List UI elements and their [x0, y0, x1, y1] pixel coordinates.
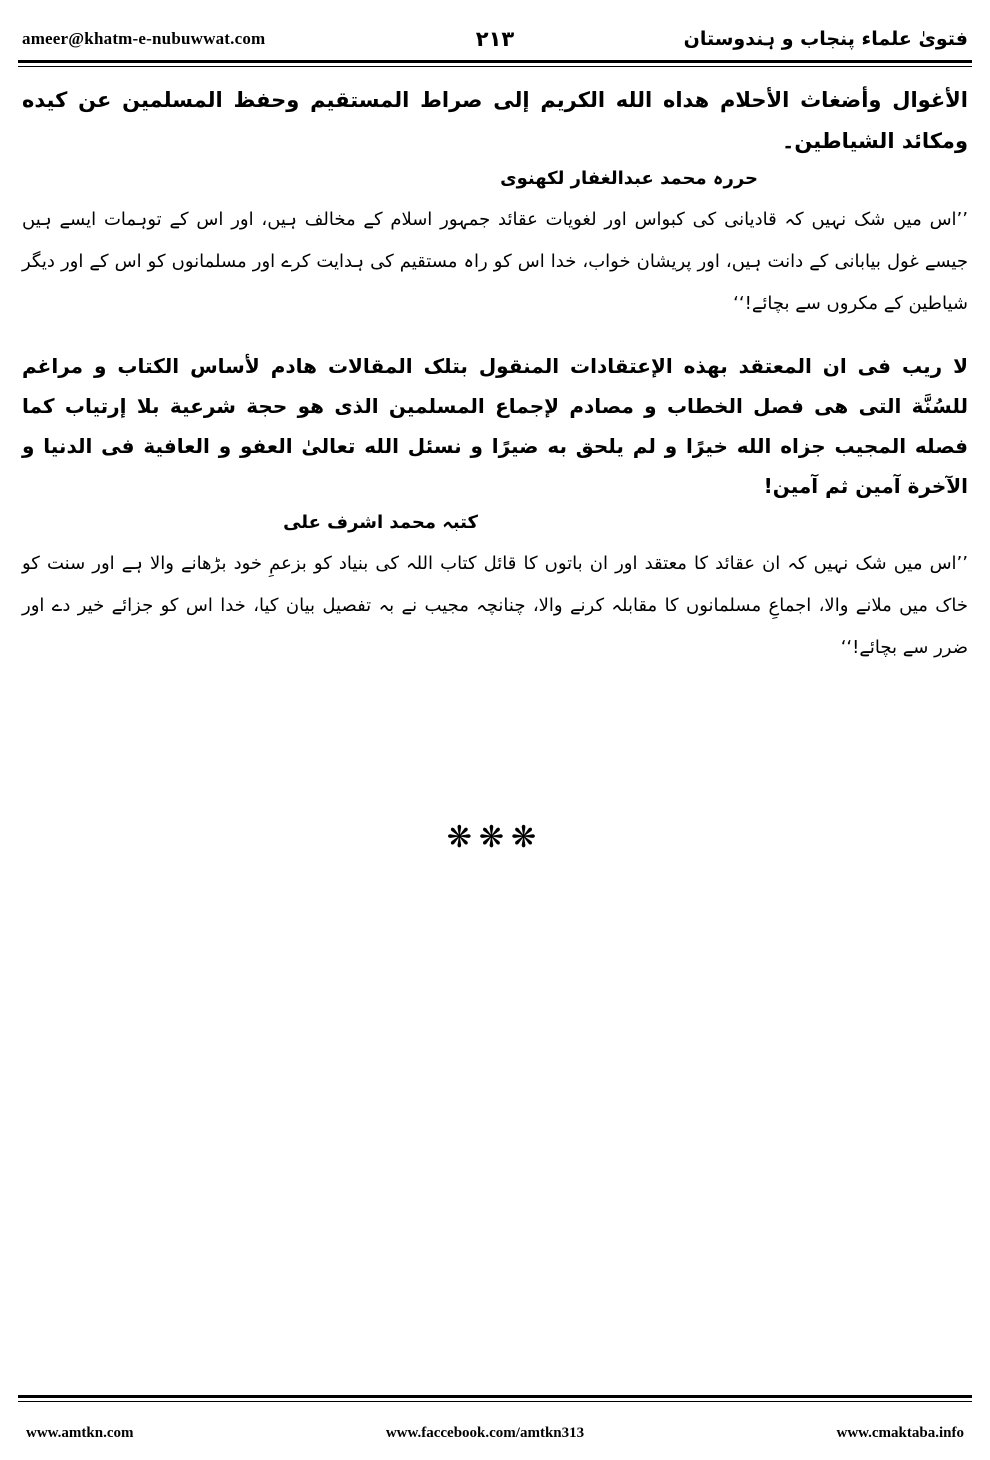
signature-abdul-ghaffar: حررہ محمد عبدالغفار لکھنوی [500, 167, 758, 189]
page-number: ۲۱۳ [475, 27, 515, 51]
header-title-left-wrap [22, 22, 968, 56]
footer-link-facebook[interactable]: www.faccebook.com/amtkn313 [385, 1425, 585, 1441]
arabic-paragraph-2: لا ريب فى ان المعتقد بهذه الإعتقادات المنقول بتلک المقالات هادم لأساس الکتاب و مراغم للسُنَّة التى هى فصل الخطاب و مصادم لإجماع المسلمين الذى هو حجة شرعية بلا إرتياب کما فصله المجيب جزاه الله خيرًا و لم يلحق به ضيرًا و نسئل الله تعالىٰ العفو و العافية فى الدنيا و الآخرة آمين ثم آمين! [22, 353, 968, 498]
spacer-1 [22, 332, 968, 346]
header-divider [18, 60, 972, 67]
header-book-title: فتوىٰ علماء پنجاب و ہندوستان [683, 28, 968, 50]
ornament-divider: ❋❋❋ [446, 819, 544, 855]
footer-divider [18, 1395, 972, 1402]
footer-link-amtkn[interactable]: www.amtkn.com [26, 1425, 134, 1441]
signature-ashraf-ali: کتبہ محمد اشرف علی [283, 511, 478, 533]
arabic-paragraph-1: الأغوال وأضغاث الأحلام هداه الله الكريم إلى صراط المستقيم وحفظ المسلمين عن كيده ومكائد الشياطين۔ [22, 88, 968, 153]
header-email: ameer@khatm-e-nubuwwat.com [22, 29, 266, 48]
page-footer [26, 1425, 964, 1442]
footer-link-cmaktaba[interactable]: www.cmaktaba.info [836, 1425, 964, 1441]
urdu-paragraph-1: ’’اس میں شک نہیں کہ قادیانی کی کبواس اور لغویات عقائد جمہور اسلام کے مخالف ہیں، اور اس کے توہمات ایسے ہیں جیسے غول بیابانی کے دانت ہیں، اور پریشان خواب، خدا اس کو راہ مستقیم کی ہدایت کرے اور مسلمانوں کو اس کے اور دیگر شیاطین کے مکروں سے بچائے!‘‘ [22, 208, 968, 315]
page-content [22, 80, 968, 855]
urdu-paragraph-2: ’’اس میں شک نہیں کہ ان عقائد کا معتقد اور ان باتوں کا قائل کتاب اللہ کی بنیاد کو بزعمِ خود بڑھانے والا ہے اور سنت کو خاک میں ملانے والا، اجماعِ مسلمانوں کا مقابلہ کرنے والا، چنانچہ مجیب نے بہ تفصیل بیان کیا، خدا اس کو جزائے خیر دے اور ضرر سے بچائے!‘‘ [22, 552, 968, 659]
